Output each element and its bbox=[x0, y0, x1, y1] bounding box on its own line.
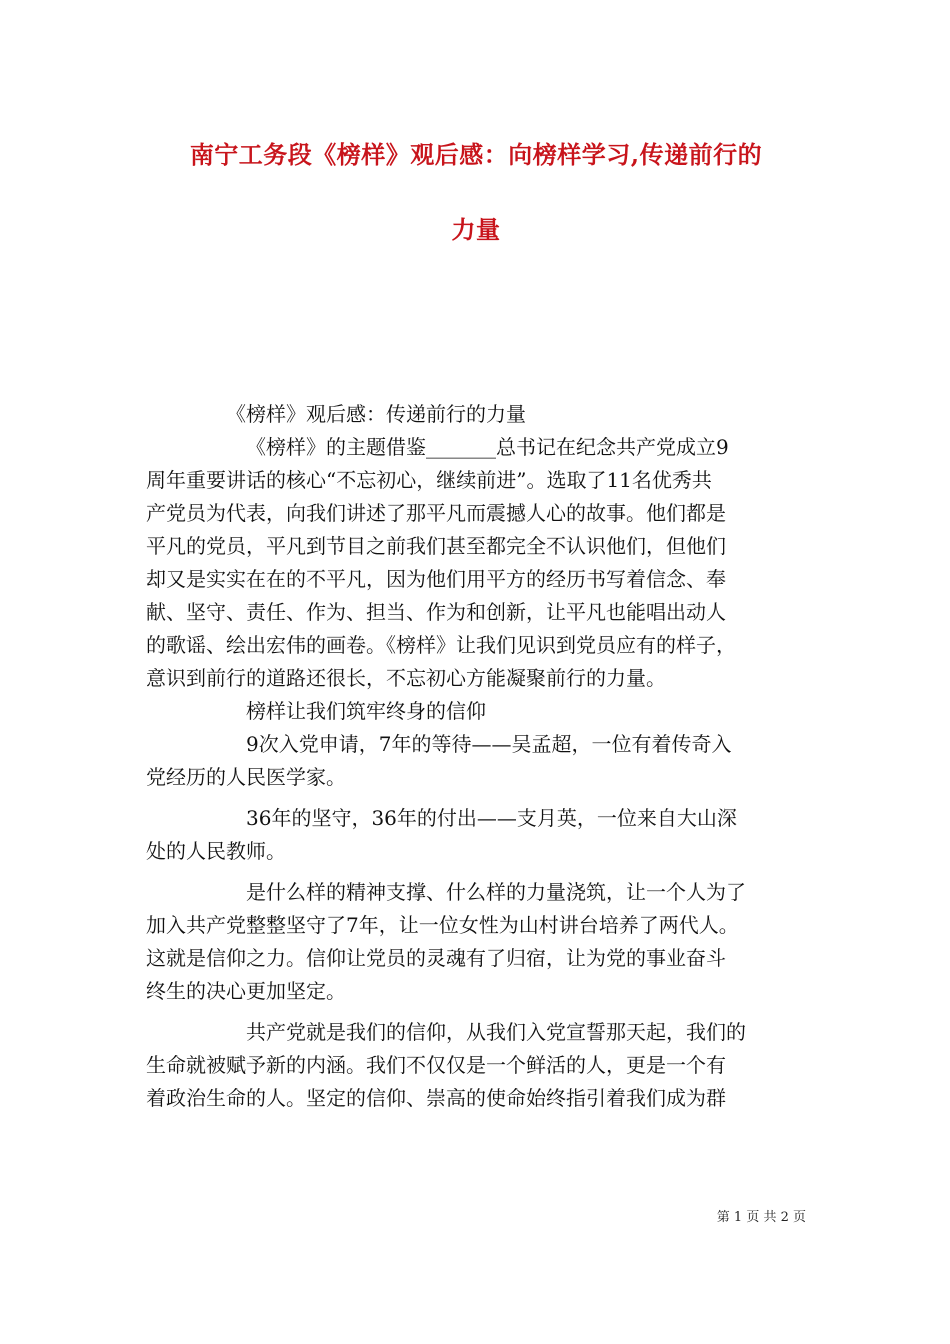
paragraph-line: 生命就被赋予新的内涵。我们不仅仅是一个鲜活的人，更是一个有 bbox=[146, 1053, 726, 1077]
paragraph-line: 加入共产党整整坚守了7年，让一位女性为山村讲台培养了两代人。 bbox=[146, 913, 739, 937]
paragraph-line: 终生的决心更加坚定。 bbox=[146, 979, 346, 1003]
paragraph-line: 着政治生命的人。坚定的信仰、崇高的使命始终指引着我们成为群 bbox=[146, 1086, 726, 1110]
section-heading: 榜样让我们筑牢终身的信仰 bbox=[246, 699, 486, 723]
paragraph-line: 这就是信仰之力。信仰让党员的灵魂有了归宿，让为党的事业奋斗 bbox=[146, 946, 726, 970]
subtitle-line: 《榜样》观后感：传递前行的力量 bbox=[226, 402, 526, 426]
page-footer: 第 1 页 共 2 页 bbox=[716, 1210, 806, 1225]
paragraph-line: 平凡的党员，平凡到节目之前我们甚至都完全不认识他们，但他们 bbox=[146, 534, 726, 558]
paragraph-line: 产党员为代表，向我们讲述了那平凡而震撼人心的故事。他们都是 bbox=[146, 501, 726, 525]
paragraph-line: 是什么样的精神支撑、什么样的力量浇筑，让一个人为了 bbox=[246, 880, 746, 904]
paragraph-line: 的歌谣、绘出宏伟的画卷。《榜样》让我们见识到党员应有的样子， bbox=[146, 633, 736, 657]
document-title-line-2: 力量 bbox=[451, 215, 501, 244]
paragraph-line: 意识到前行的道路还很长，不忘初心方能凝聚前行的力量。 bbox=[146, 666, 666, 690]
document-title-line-1: 南宁工务段《榜样》观后感：向榜样学习,传递前行的 bbox=[189, 140, 763, 169]
paragraph-line: 却又是实实在在的不平凡，因为他们用平方的经历书写着信念、奉 bbox=[146, 567, 726, 591]
paragraph-line: 共产党就是我们的信仰，从我们入党宣誓那天起，我们的 bbox=[246, 1020, 746, 1044]
paragraph-line: 《榜样》的主题借鉴_______总书记在纪念共产党成立9 bbox=[246, 435, 729, 459]
paragraph-line: 周年重要讲话的核心“不忘初心，继续前进”。选取了11名优秀共 bbox=[146, 468, 712, 492]
paragraph-line: 36年的坚守，36年的付出——支月英，一位来自大山深 bbox=[246, 806, 737, 830]
paragraph-line: 9次入党申请，7年的等待——吴孟超，一位有着传奇入 bbox=[246, 732, 732, 756]
paragraph-line: 党经历的人民医学家。 bbox=[146, 765, 346, 789]
paragraph-line: 献、坚守、责任、作为、担当、作为和创新，让平凡也能唱出动人 bbox=[146, 600, 726, 624]
paragraph-line: 处的人民教师。 bbox=[146, 839, 286, 863]
document-body bbox=[146, 398, 810, 1115]
